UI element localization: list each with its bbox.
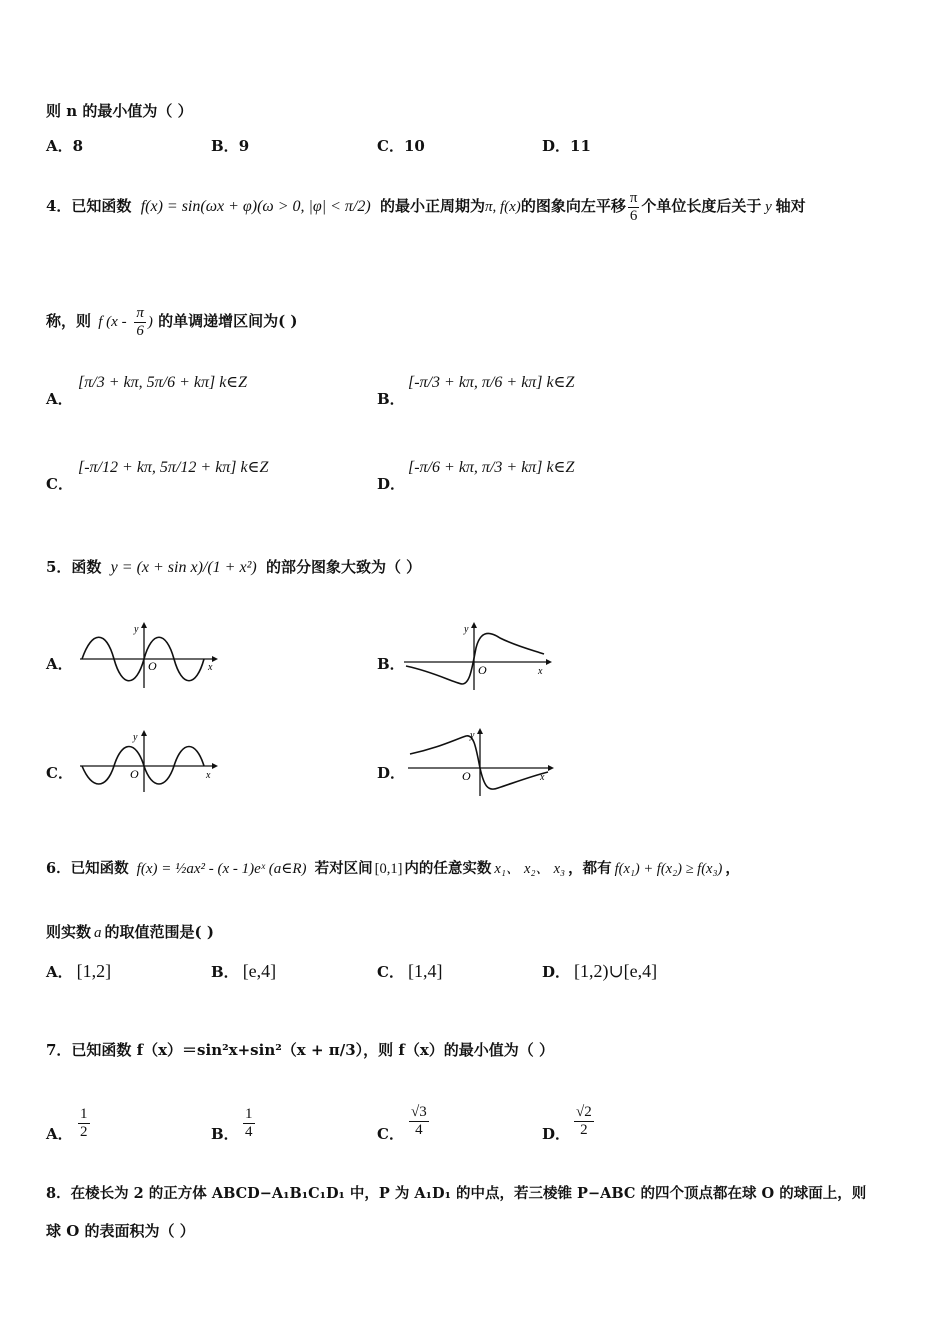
q5-stem: 5．函数 y = (x + sin x)/(1 + x²) 的部分图象大致为（ ） xyxy=(46,558,422,576)
q4-formula: f(x) = sin(ωx + φ)(ω > 0, |φ| < π/2) xyxy=(140,198,371,215)
q5a-y-label: y xyxy=(134,624,139,635)
q4-option-b[interactable]: B． xyxy=(377,390,405,408)
q5d-origin: O xyxy=(462,769,471,783)
q6-option-a[interactable]: A． [1,2] xyxy=(46,961,112,981)
q8-stem-line1: 8．在棱长为 2 的正方体 ABCD−A₁B₁C₁D₁ 中，P 为 A₁D₁ 的中点，若三棱锥 P−ABC 的四个顶点都在球 O 的球面上，则 xyxy=(46,1185,867,1202)
q5-option-d[interactable]: D． xyxy=(377,764,406,782)
q5b-y-label: y xyxy=(464,624,469,635)
q6-option-b[interactable]: B． [e,4] xyxy=(211,961,277,981)
q5-option-c[interactable]: C． xyxy=(46,764,73,782)
q5c-origin: O xyxy=(130,767,139,781)
q5b-origin: O xyxy=(478,663,487,677)
q5b-x-label: x xyxy=(538,666,543,677)
q3-option-b[interactable]: B．9 xyxy=(211,137,250,155)
q5-graph-b xyxy=(404,620,552,690)
q4-option-b-interval: [-π/3 + kπ, π/6 + kπ] k∈Z xyxy=(408,374,575,391)
q6-formula: f(x) = ½ax² - (x - 1)eˣ (a∈R) xyxy=(136,861,307,877)
q7-option-a[interactable]: A． xyxy=(46,1125,73,1143)
q5-graph-d xyxy=(408,726,554,796)
q6-option-c[interactable]: C． [1,4] xyxy=(377,961,443,981)
q3-option-d[interactable]: D．11 xyxy=(542,137,591,155)
q5-graph-a xyxy=(78,620,218,690)
q8-stem-line2: 球 O 的表面积为（ ） xyxy=(46,1222,195,1240)
q7-option-a-value: $\frac{1}{2}$ xyxy=(80,1106,88,1140)
q7-option-d[interactable]: D． xyxy=(542,1125,571,1143)
q4-option-c-interval: [-π/12 + kπ, 5π/12 + kπ] k∈Z xyxy=(78,459,269,476)
q3-option-a[interactable]: A．8 xyxy=(46,137,84,155)
q5-option-b[interactable]: B． xyxy=(377,655,405,673)
q6-option-d[interactable]: D． [1,2)∪[e,4] xyxy=(542,961,658,981)
q7-option-b-value: $\frac{1}{4}$ xyxy=(245,1106,253,1140)
q5-formula: y = (x + sin x)/(1 + x²) xyxy=(110,559,257,576)
q7-stem: 7．已知函数 f（x）＝sin²x+sin²（x + π/3），则 f（x）的最小值为（ ） xyxy=(46,1041,554,1059)
q6-stem-line1: 6．已知函数 f(x) = ½ax² - (x - 1)eˣ (a∈R) 若对区间 [0,1] 内的任意实数 x₁、 x₂、 x₃ ，都有 f(x₁) + f(x₂) ≥ f(x₃) ， xyxy=(46,860,740,877)
q5a-x-label: x xyxy=(208,662,213,673)
q3-option-c[interactable]: C．10 xyxy=(377,137,425,155)
q4-stem-line2: 称，则 f (x - $\frac{\pi}{6}$ ) 的单调递增区间为( ) xyxy=(46,305,298,339)
q4-option-d[interactable]: D． xyxy=(377,475,406,493)
q5c-x-label: x xyxy=(206,770,211,781)
q5d-y-label: y xyxy=(470,730,475,741)
q5d-x-label: x xyxy=(540,772,545,783)
q4-option-a-interval: [π/3 + kπ, 5π/6 + kπ] k∈Z xyxy=(78,374,248,391)
q7-option-d-value: $\frac{√2}{2}$ xyxy=(576,1104,592,1138)
q4-option-d-interval: [-π/6 + kπ, π/3 + kπ] k∈Z xyxy=(408,459,575,476)
q5-option-a[interactable]: A． xyxy=(46,655,73,673)
q7-option-c-value: $\frac{√3}{4}$ xyxy=(411,1104,427,1138)
q3-stem: 则 n 的最小值为（ ） xyxy=(46,102,193,120)
q6-stem-line2: 则实数 a 的取值范围是( ) xyxy=(46,923,214,941)
q5a-origin: O xyxy=(148,659,157,673)
q7-option-c[interactable]: C． xyxy=(377,1125,404,1143)
q5c-y-label: y xyxy=(133,732,138,743)
q4-option-c[interactable]: C． xyxy=(46,475,73,493)
q4-option-a[interactable]: A． xyxy=(46,390,73,408)
q7-option-b[interactable]: B． xyxy=(211,1125,239,1143)
q5-graph-c xyxy=(78,728,218,794)
q4-stem-line1: 4．已知函数 f(x) = sin(ωx + φ)(ω > 0, |φ| < π/2) 的最小正周期为π, f(x)的图象向左平移 $\frac{\pi}{6}$ 个单位长度后关于 y 轴对 xyxy=(46,190,806,224)
